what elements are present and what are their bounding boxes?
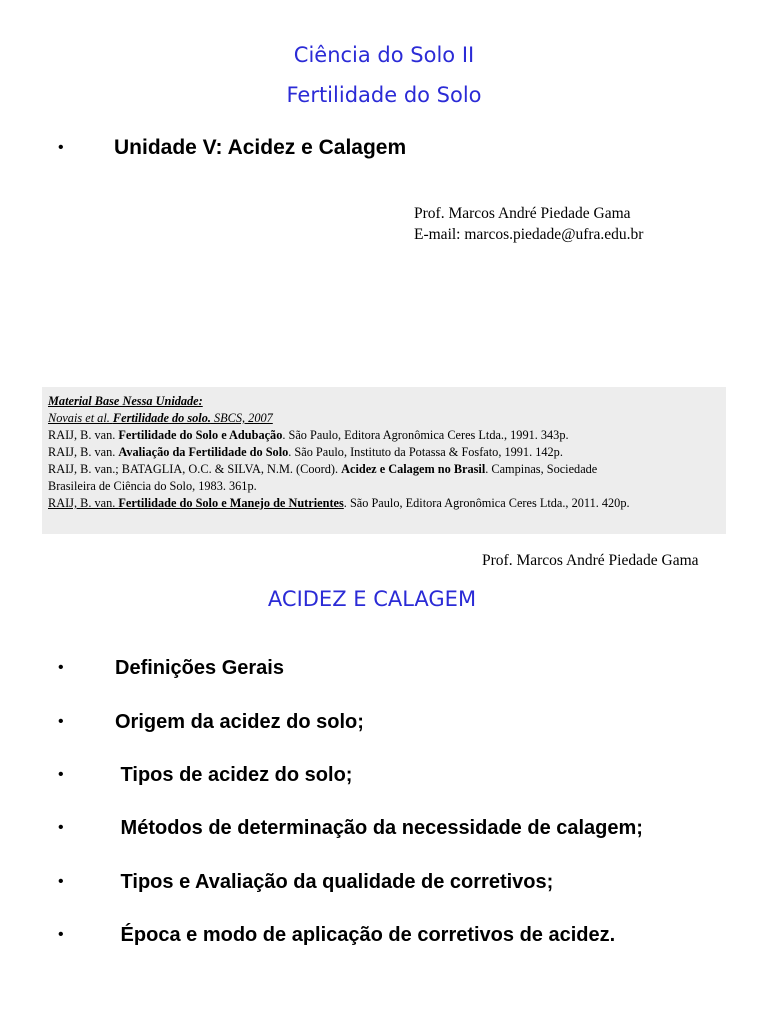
bullet: • (58, 873, 64, 890)
reference-heading: Material Base Nessa Unidade: (48, 394, 203, 408)
reference-novais: Novais et al. Fertilidade do solo. SBCS, 2007 (48, 411, 273, 425)
list-item (58, 760, 758, 790)
list-item-label: Origem da acidez do solo; (115, 711, 364, 733)
section-title: ACIDEZ E CALAGEM (267, 587, 477, 611)
footer-professor: Prof. Marcos André Piedade Gama (482, 552, 699, 569)
reference-raij-1983: RAIJ, B. van.; BATAGLIA, O.C. & SILVA, N.M. (Coord). Acidez e Calagem no Brasil. Campinas, Sociedade (48, 462, 598, 476)
list-item-label: Tipos e Avaliação da qualidade de corretivos; (115, 871, 554, 893)
list-item-label: Métodos de determinação da necessidade de calagem; (115, 817, 643, 839)
reference-raij-1991b: RAIJ, B. van. Avaliação da Fertilidade do Solo. São Paulo, Instituto da Potassa & Fosfato, 1991. 142p. (48, 445, 563, 459)
bullet: • (58, 659, 64, 676)
unit-heading (58, 133, 758, 163)
list-item (58, 653, 758, 683)
list-item-label: Definições Gerais (115, 657, 284, 679)
list-item (58, 920, 758, 950)
list-item (58, 813, 758, 843)
list-item (58, 707, 758, 737)
reference-raij-1983-cont: Brasileira de Ciência do Solo, 1983. 361p. (48, 479, 257, 493)
unit-label: Unidade V: Acidez e Calagem (114, 136, 407, 159)
reference-raij-1991a: RAIJ, B. van. Fertilidade do Solo e Adubação. São Paulo, Editora Agronômica Ceres Ltda., 1991. 343p. (48, 428, 569, 442)
course-title: Ciência do Solo II (293, 43, 475, 67)
list-item-label: Tipos de acidez do solo; (115, 764, 353, 786)
professor-email: E-mail: marcos.piedade@ufra.edu.br (414, 226, 644, 243)
bullet: • (58, 926, 64, 943)
professor-name: Prof. Marcos André Piedade Gama (414, 205, 631, 222)
bullet: • (58, 713, 64, 730)
list-item (58, 867, 758, 897)
bullet: • (58, 139, 64, 156)
course-subtitle: Fertilidade do Solo (286, 83, 482, 107)
reference-raij-2011: RAIJ, B. van. Fertilidade do Solo e Manejo de Nutrientes. São Paulo, Editora Agronômica Ceres Ltda., 2011. 420p. (48, 496, 630, 510)
bullet: • (58, 766, 64, 783)
reference-box (42, 387, 726, 534)
list-item-label: Época e modo de aplicação de corretivos de acidez. (115, 924, 616, 946)
bullet: • (58, 819, 64, 836)
